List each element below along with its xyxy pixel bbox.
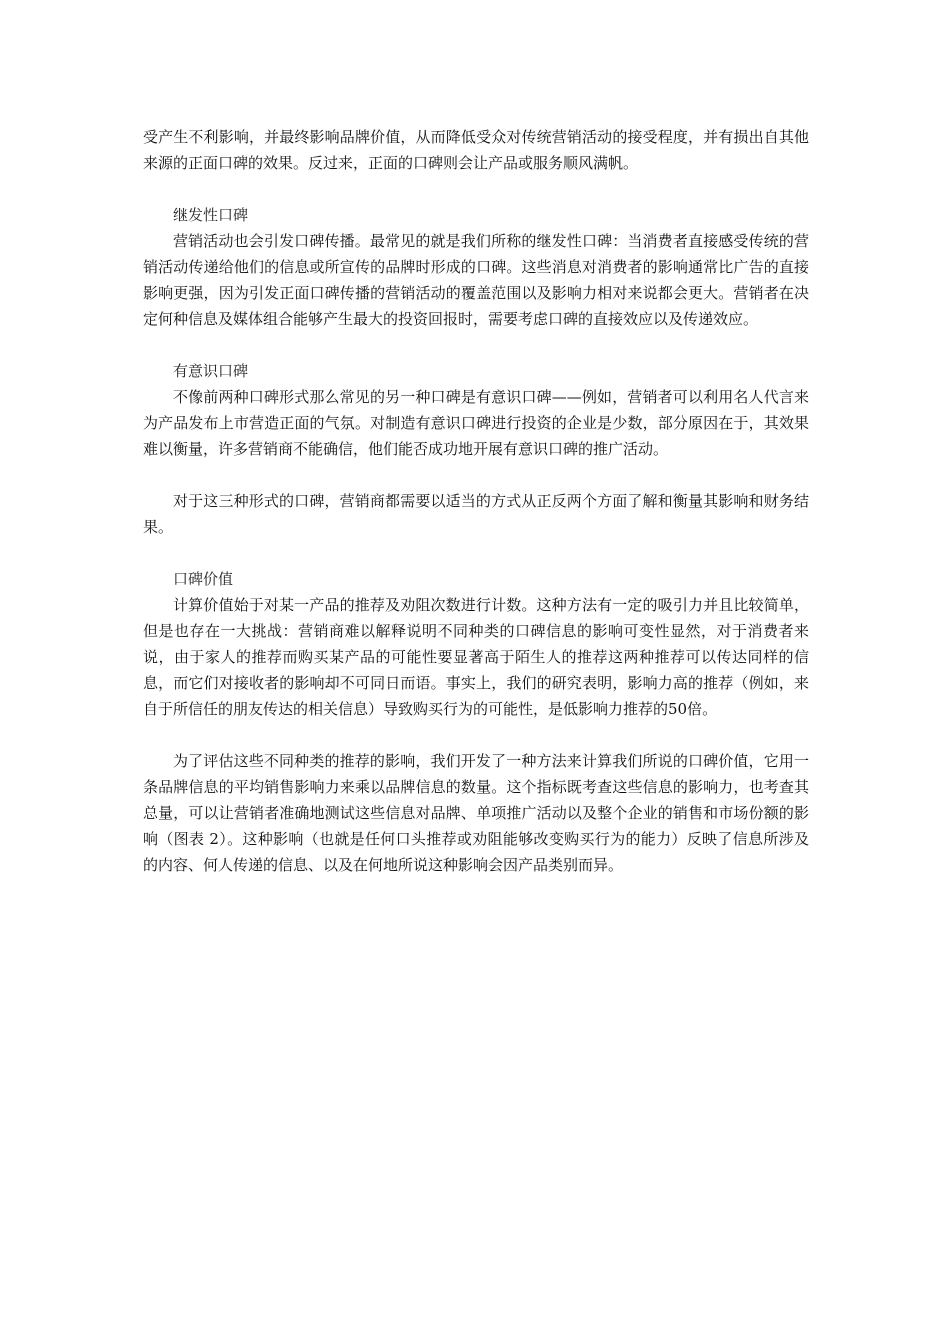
summary-paragraph: 对于这三种形式的口碑，营销商都需要以适当的方式从正反两个方面了解和衡量其影响和财务结果。 [143, 492, 809, 536]
paragraph-spacer [143, 176, 809, 202]
paragraph-spacer [143, 332, 809, 358]
section-body-wom-value: 计算价值始于对某一产品的推荐及劝阻次数进行计数。这种方法有一定的吸引力并且比较简单，但是也存在一大挑战：营销商难以解释说明不同种类的口碑信息的影响可变性显然，对于消费者来说，由于家人的推荐而购买某产品的可能性要显著高于陌生人的推荐这两种推荐可以传达同样的信息，而它们对接收者的影响却不可同日而语。事实上，我们的研究表明，影响力高的推荐（例如，来自于所信任的朋友传达的相关信息）导致购买行为的可能性，是低影响力推荐的50倍。 [143, 596, 809, 718]
intro-paragraph: 受产生不利影响，并最终影响品牌价值，从而降低受众对传统营销活动的接受程度，并有损出自其他来源的正面口碑的效果。反过来，正面的口碑则会让产品或服务顺风满帆。 [143, 128, 809, 172]
paragraph-spacer [143, 540, 809, 566]
section-heading-deliberate-wom: 有意识口碑 [173, 362, 249, 380]
paragraph-spacer [143, 722, 809, 748]
section-body-deliberate-wom: 不像前两种口碑形式那么常见的另一种口碑是有意识口碑——例如，营销者可以利用名人代言来为产品发布上市营造正面的气氛。对制造有意识口碑进行投资的企业是少数，部分原因在于，其效果难以衡量，许多营销商不能确信，他们能否成功地开展有意识口碑的推广活动。 [143, 388, 809, 458]
section-heading-wom-value: 口碑价值 [173, 570, 234, 588]
section-body-secondary-wom: 营销活动也会引发口碑传播。最常见的就是我们所称的继发性口碑：当消费者直接感受传统的营销活动传递给他们的信息或所宣传的品牌时形成的口碑。这些消息对消费者的影响通常比广告的直接影响更强，因为引发正面口碑传播的营销活动的覆盖范围以及影响力相对来说都会更大。营销者在决定何种信息及媒体组合能够产生最大的投资回报时，需要考虑口碑的直接效应以及传递效应。 [143, 232, 809, 328]
document-page [143, 124, 809, 878]
closing-paragraph: 为了评估这些不同种类的推荐的影响，我们开发了一种方法来计算我们所说的口碑价值，它用一条品牌信息的平均销售影响力来乘以品牌信息的数量。这个指标既考查这些信息的影响力，也考查其总量，可以让营销者准确地测试这些信息对品牌、单项推广活动以及整个企业的销售和市场份额的影响（图表 2）。这种影响（也就是任何口头推荐或劝阻能够改变购买行为的能力）反映了信息所涉及的内容、何人传递的信息、以及在何地所说这种影响会因产品类别而异。 [143, 752, 809, 874]
section-heading-secondary-wom: 继发性口碑 [173, 206, 249, 224]
paragraph-spacer [143, 462, 809, 488]
